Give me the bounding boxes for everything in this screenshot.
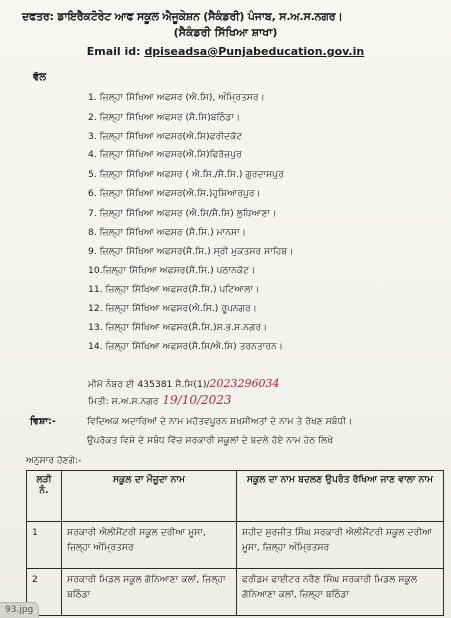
email-line — [0, 45, 451, 58]
recipient-item: 3. ਜ਼ਿਲ੍ਹਾ ਸਿੱਖਿਆ ਅਫਸਰ(ਐ.ਸਿ)ਫਰੀਦਕੋਟ — [88, 131, 243, 142]
memo-label: ਮੀਮੋ ਨੰਬਰ ਈ 435381 ਸੈ.ਸਿ(1)/ — [88, 379, 210, 390]
date-label: ਮਿਤੀ: ਸ.ਅ.ਸ.ਨਗਰ — [88, 396, 159, 407]
recipient-item: 10.ਜ਼ਿਲ੍ਹਾ ਸਿੱਖਿਆ ਅਫਸਰ(ਸੈ.ਸਿ.) ਪਠਾਨਕੋਟ। — [88, 265, 256, 276]
recipient-item: 2. ਜ਼ਿਲ੍ਹਾ ਸਿੱਖਿਆ ਅਫਸਰ (ਸੈ.ਸਿ)ਬਠਿੰਡਾ। — [88, 112, 241, 123]
email-label: Email id: — [86, 45, 141, 58]
header-current-name: ਸਕੂਲ ਦਾ ਮੌਜੂਦਾ ਨਾਮ — [62, 471, 237, 522]
office-heading: ਦਫਤਰ: ਡਾਇਰੈਕਟੋਰੇਟ ਆਫ ਸਕੂਲ ਐਜੂਕੇਸ਼ਨ (ਸੈਕੰਡਰੀ) ਪੰਜਾਬ, ਸ.ਅ.ਸ.ਨਗਰ। — [22, 10, 343, 23]
cell-serial: 1 — [27, 522, 62, 569]
table-row — [27, 522, 444, 569]
table-header-row — [27, 471, 444, 522]
cell-new-name: ਫਰੀਡਮ ਫਾਈਟਰ ਨਰੈਣ ਸਿੰਘ ਸਰਕਾਰੀ ਮਿਡਲ ਸਕੂਲ ਗੋਨਿਆਣਾ ਕਲਾਂ, ਜ਼ਿਲ੍ਹਾ ਬਠਿੰਡਾ — [237, 569, 444, 616]
cell-serial: 2 — [27, 569, 62, 616]
body-line-1: ਉਪਰੋਕਤ ਵਿਸ਼ੇ ਦੇ ਸਬੰਧ ਵਿੱਚ ਸਰਕਾਰੀ ਸਕੂਲਾਂ ਦੇ ਬਦਲੇ ਹੋਏ ਨਾਮ ਹੇਠ ਲਿਖੇ — [87, 435, 334, 446]
table-row — [27, 569, 444, 616]
header-serial: ਲੜੀ ਨੰ. — [27, 471, 62, 522]
recipient-item: 12. ਜ਼ਿਲ੍ਹਾ ਸਿੱਖਿਆ ਅਫਸਰ(ਐ.ਸਿ.) ਰੂਪਨਗਰ। — [88, 303, 257, 314]
recipient-item: 1. ਜ਼ਿਲ੍ਹਾ ਸਿੱਖਿਆ ਅਫਸਰ (ਐ.ਸਿ), ਅੰਮ੍ਰਿਤਸਰ। — [88, 92, 265, 103]
memo-handwritten-number: 2023296034 — [209, 377, 280, 390]
subject-label: ਵਿਸ਼ਾ:- — [30, 416, 56, 427]
recipient-item: 13. ਜ਼ਿਲ੍ਹਾ ਸਿੱਖਿਆ ਅਫਸਰ(ਸੈ.ਸਿ.)ਸ.ਭ.ਸ.ਨਗਰ। — [88, 322, 268, 333]
recipient-item: 6. ਜ਼ਿਲ੍ਹਾ ਸਿੱਖਿਆ ਅਫਸਰ(ਐ.ਸਿ.)ਹੁਸ਼ਿਆਰਪੁਰ। — [88, 188, 261, 199]
recipient-item: 8. ਜ਼ਿਲ੍ਹਾ ਸਿੱਖਿਆ ਅਫਸਰ (ਸੈ.ਸਿ.) ਮਾਨਸਾ। — [88, 227, 246, 238]
recipient-item: 5. ਜ਼ਿਲ੍ਹਾ ਸਿੱਖਿਆ ਅਫਸਰ ( ਐ.ਸਿ./ਸੈ.ਸਿ.) ਗੁਰਦਾਸਪੁਰ — [88, 169, 284, 180]
memo-date-line — [88, 393, 232, 407]
header-new-name: ਸਕੂਲ ਦਾ ਨਾਮ ਬਦਲਣ ਉਪਰੰਤ ਰੱਖਿਆ ਜਾਣ ਵਾਲਾ ਨਾਮ — [237, 471, 444, 522]
memo-number-line — [88, 377, 280, 390]
subject-text: ਵਿਦਿਅਕ ਅਦਾਰਿਆਂ ਦੇ ਨਾਮ ਮਹੱਤਵਪੂਰਨ ਸ਼ਖਸੀਅਤਾਂ ਦੇ ਨਾਮ ਤੇ ਰੱਖਣ ਸਬੰਧੀ। — [87, 416, 353, 427]
school-rename-table — [26, 470, 444, 616]
to-label: ਵੱਲ — [33, 72, 47, 83]
cell-new-name: ਸ਼ਹੀਦ ਸੁਰਜੀਤ ਸਿੰਘ ਸਰਕਾਰੀ ਐਲੀਮੈਂਟਰੀ ਸਕੂਲ ਦਰੀਆ ਮੂਸਾ, ਜ਼ਿਲ੍ਹਾ ਅੰਮ੍ਰਿਤਸਰ — [237, 522, 444, 569]
body-line-2: ਅਨੁਸਾਰ ਹੋਣਗੇ:- — [26, 455, 82, 466]
cell-current-name: ਸਰਕਾਰੀ ਐਲੀਮੈਂਟਰੀ ਸਕੂਲ ਦਰੀਆ ਮੂਸਾ, ਜ਼ਿਲ੍ਹਾ ਅੰਮ੍ਰਿਤਸਰ — [62, 522, 237, 569]
recipient-item: 11. ਜ਼ਿਲ੍ਹਾ ਸਿੱਖਿਆ ਅਫਸਰ(ਸੈ.ਸਿ.) ਪਟਿਆਲਾ। — [88, 284, 260, 295]
wing-heading: (ਸੈਕੰਡਰੀ ਸਿੱਖਿਆ ਸ਼ਾਖਾ) — [173, 26, 278, 39]
recipient-item: 7. ਜ਼ਿਲ੍ਹਾ ਸਿੱਖਿਆ ਅਫਸਰ (ਐ.ਸਿ/ਸੈ.ਸਿ) ਲੁਧਿਆਣਾ। — [88, 208, 277, 219]
handwritten-date: 19/10/2023 — [162, 393, 232, 407]
recipient-item: 14. ਜ਼ਿਲ੍ਹਾ ਸਿੱਖਿਆ ਅਫਸਰ(ਸੈ.ਸਿ/ਐ.ਸਿ) ਤਰਨਤਾਰਨ। — [88, 341, 284, 352]
recipient-item: 9. ਜ਼ਿਲ੍ਹਾ ਸਿੱਖਿਆ ਅਫਸਰ(ਸੈ.ਸਿ.) ਸ੍ਰੀ ਮੁਕਤਸਰ ਸਾਹਿਬ। — [88, 246, 294, 257]
filename-tab[interactable]: 93.jpg — [0, 602, 39, 618]
cell-current-name: ਸਰਕਾਰੀ ਮਿਡਲ ਸਕੂਲ ਗੋਨਿਆਣਾ ਕਲਾਂ, ਜ਼ਿਲ੍ਹਾ ਬਠਿੰਡਾ — [62, 569, 237, 616]
recipient-item: 4. ਜ਼ਿਲ੍ਹਾ ਸਿੱਖਿਆ ਅਫਸਰ(ਐ.ਸਿ)ਫਿਰੋਜ਼ਪੁਰ — [88, 149, 242, 160]
email-address: dpiseadsa@Punjabeducation.gov.in — [144, 45, 365, 58]
